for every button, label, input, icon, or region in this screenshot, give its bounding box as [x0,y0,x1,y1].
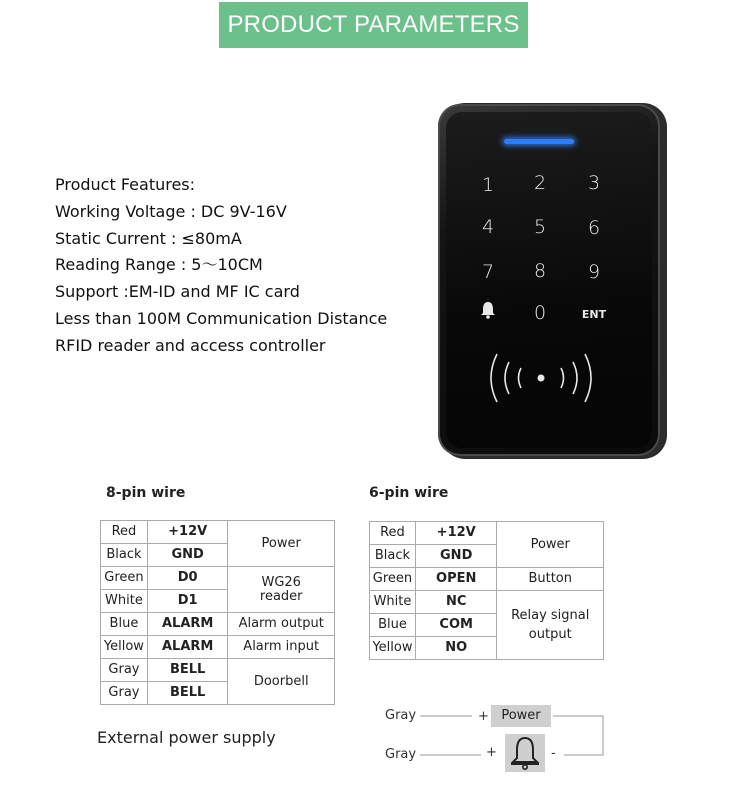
status-led [504,139,574,144]
key-2: 2 [533,172,547,194]
feature-card-support: Support :EM-ID and MF IC card [55,282,300,302]
feature-distance: Less than 100M Communication Distance [55,308,388,328]
wire-color: Green [101,567,148,590]
wire-function: Alarm input [228,636,335,659]
wire-signal: ALARM [147,636,228,659]
wire-color: Gray [101,682,148,705]
features-heading: Product Features: [55,175,196,194]
gray-wire-label-1: Gray [385,708,417,723]
wire-signal: D1 [147,590,228,613]
table-row [101,521,335,544]
table-row [101,636,335,659]
wire8-table [100,520,335,705]
wire-function: WG26 reader [228,567,335,613]
minus-sign: - [551,746,556,761]
wire-function: Relay signal output [497,591,604,660]
external-power-label: External power supply [97,728,276,747]
wire-color: Yellow [101,636,148,659]
wire-function: Alarm output [228,613,335,636]
key-1: 1 [481,174,495,196]
wire-signal: COM [415,614,497,637]
table-row [370,522,604,545]
feature-type: RFID reader and access controller [55,335,326,355]
wire-color: Blue [370,614,416,637]
table-row [101,659,335,682]
wire-signal: NC [415,591,497,614]
wire-color: Yellow [370,637,416,660]
wire-signal: +12V [147,521,228,544]
wire-signal: D0 [147,567,228,590]
wire-signal: ALARM [147,613,228,636]
wire-color: Black [370,545,416,568]
wire6-title: 6-pin wire [369,485,449,501]
rfid-wave-icon [487,350,595,406]
key-6: 6 [587,217,601,239]
key-9: 9 [587,261,601,283]
wire6-table [369,521,604,660]
wire-signal: GND [415,545,497,568]
wire-color: White [370,591,416,614]
wire-signal: +12V [415,522,497,545]
wire-color: Black [101,544,148,567]
power-source-box: Power [491,705,551,727]
table-row [101,613,335,636]
product-features [55,172,387,360]
wire-signal: GND [147,544,228,567]
plus-sign-1: + [478,709,489,724]
key-8: 8 [533,260,547,282]
feature-voltage: Working Voltage : DC 9V-16V [55,201,287,221]
gray-wire-label-2: Gray [385,747,417,762]
key-0: 0 [533,302,547,324]
feature-range: Reading Range : 5～10CM [55,255,263,275]
key-3: 3 [587,172,601,194]
wire-color: Red [101,521,148,544]
table-row [370,591,604,614]
wire-signal: BELL [147,682,228,705]
wire-color: Blue [101,613,148,636]
wire-color: Red [370,522,416,545]
wire-color: Gray [101,659,148,682]
key-4: 4 [481,216,495,238]
plus-sign-2: + [486,745,497,760]
key-5: 5 [533,216,547,238]
wire-function: Power [228,521,335,567]
wire-signal: OPEN [415,568,497,591]
doorbell-icon [505,734,545,772]
bell-icon [478,300,498,320]
wire-signal: BELL [147,659,228,682]
wire-color: White [101,590,148,613]
table-row [370,568,604,591]
wire-function: Button [497,568,604,591]
wire-signal: NO [415,637,497,660]
key-ent: ENT [581,308,607,321]
wire-function: Doorbell [228,659,335,705]
wire8-title: 8-pin wire [106,485,186,501]
table-row [101,567,335,590]
section-banner: PRODUCT PARAMETERS [219,2,528,48]
key-7: 7 [481,261,495,283]
feature-current: Static Current : ≤80mA [55,228,242,248]
wire-function: Power [497,522,604,568]
wire-color: Green [370,568,416,591]
